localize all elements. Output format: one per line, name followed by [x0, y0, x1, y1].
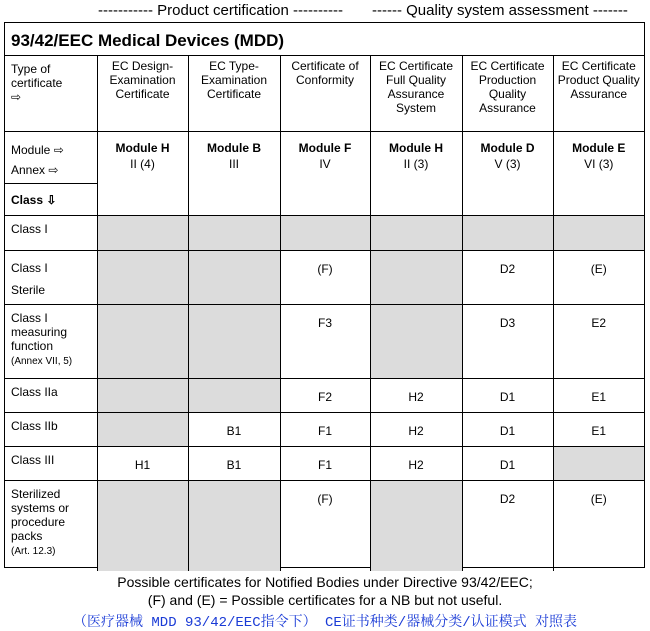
- certificate-cell: [188, 480, 280, 571]
- certificate-cell: F2: [280, 378, 370, 412]
- class-name: Class I: [11, 260, 48, 275]
- certificate-cell: D2: [462, 480, 553, 571]
- class-name: Class IIa: [11, 384, 58, 399]
- module-label: Module ⇨: [11, 142, 64, 157]
- header-cell: EC Certificate Full Quality Assurance System: [370, 56, 462, 131]
- certificate-cell: D3: [462, 304, 553, 378]
- certificate-cell: (E): [553, 480, 644, 571]
- certificate-cell: [97, 215, 188, 250]
- header-cell: EC Type-Examination Certificate: [188, 56, 280, 131]
- certificate-cell: H2: [370, 378, 462, 412]
- certificate-cell: (F): [280, 250, 370, 304]
- class-heading: Class ⇩: [5, 183, 97, 215]
- certificate-cell: [188, 378, 280, 412]
- module-cell: [370, 131, 462, 215]
- class-name: Class IIb: [11, 418, 58, 433]
- module-cell: [188, 131, 280, 215]
- table-title: 93/42/EEC Medical Devices (MDD): [5, 23, 644, 56]
- certificate-cell: H2: [370, 446, 462, 480]
- module-name: Module F: [298, 140, 352, 155]
- class-reference: (Art. 12.3): [11, 545, 56, 557]
- certificate-cell: (E): [553, 250, 644, 304]
- class-name: Class I measuring function: [11, 310, 68, 353]
- certification-grid: [5, 56, 644, 571]
- certificate-cell: E2: [553, 304, 644, 378]
- class-name: Sterilized systems or procedure packs: [11, 486, 70, 543]
- certificate-cell: D1: [462, 446, 553, 480]
- footnote-line-1: Possible certificates for Notified Bodies under Directive 93/42/EEC;: [117, 574, 533, 590]
- certificate-cell: [553, 215, 644, 250]
- top-banner: [0, 2, 650, 20]
- certificate-cell: [188, 215, 280, 250]
- certificate-cell: D2: [462, 250, 553, 304]
- module-name: Module E: [572, 140, 626, 155]
- certificate-cell: [462, 215, 553, 250]
- certificate-cell: [370, 304, 462, 378]
- certificate-cell: [370, 215, 462, 250]
- class-row: [5, 215, 644, 250]
- certificate-cell: [97, 412, 188, 446]
- class-name: Class I: [11, 221, 48, 236]
- annex-value: IV: [319, 156, 331, 171]
- module-name: Module H: [115, 140, 170, 155]
- quality-assessment-label: ------ Quality system assessment -------: [372, 2, 628, 19]
- annex-value: V (3): [494, 156, 521, 171]
- certificate-cell: [97, 250, 188, 304]
- certificate-cell: (F): [280, 480, 370, 571]
- row-label: [5, 378, 97, 412]
- right-arrow-icon: ⇨: [11, 90, 22, 104]
- certificate-cell: [370, 480, 462, 571]
- annex-label: Annex ⇨: [11, 162, 59, 177]
- class-name: Class III: [11, 452, 55, 467]
- header-cell: Certificate of Conformity: [280, 56, 370, 131]
- module-annex-label: [5, 131, 97, 183]
- type-of-certificate-label: [5, 56, 97, 131]
- class-row: [5, 480, 644, 571]
- row-label: [5, 250, 97, 304]
- class-subtitle: Sterile: [11, 282, 46, 297]
- certificate-cell: H1: [97, 446, 188, 480]
- certificate-cell: F1: [280, 412, 370, 446]
- certificate-cell: [97, 480, 188, 571]
- annex-value: II (4): [130, 156, 155, 171]
- certificate-cell: E1: [553, 378, 644, 412]
- class-row: [5, 250, 644, 304]
- annex-value: III: [228, 156, 239, 171]
- class-row: [5, 378, 644, 412]
- module-row: [5, 131, 644, 183]
- certificate-cell: D1: [462, 412, 553, 446]
- module-name: Module H: [389, 140, 443, 155]
- row-label: [5, 304, 97, 378]
- module-cell: [462, 131, 553, 215]
- module-name: Module B: [207, 140, 261, 155]
- class-row: [5, 304, 644, 378]
- certificate-cell: E1: [553, 412, 644, 446]
- certificate-cell: [188, 304, 280, 378]
- chinese-caption: （医疗器械 MDD 93/42/EEC指令下） CE证书种类/器械分类/认证模式 对照表: [72, 615, 578, 631]
- certificate-cell: [97, 378, 188, 412]
- header-cell: EC Certificate Production Quality Assurance: [462, 56, 553, 131]
- row-label: [5, 480, 97, 571]
- module-name: Module D: [480, 140, 535, 155]
- certificate-cell: B1: [188, 446, 280, 480]
- footnote-line-2: (F) and (E) = Possible certificates for a NB but not useful.: [147, 592, 503, 608]
- module-cell: [97, 131, 188, 215]
- certificate-cell: [188, 250, 280, 304]
- row-label: [5, 446, 97, 480]
- class-row: [5, 412, 644, 446]
- header-cell: EC Certificate Product Quality Assurance: [553, 56, 644, 131]
- row-label: [5, 215, 97, 250]
- certificate-cell: [97, 304, 188, 378]
- annex-value: VI (3): [584, 156, 614, 171]
- certification-table-frame: [4, 22, 645, 568]
- annex-value: II (3): [403, 156, 429, 171]
- certificate-cell: [370, 250, 462, 304]
- header-cell: EC Design-Examination Certificate: [97, 56, 188, 131]
- header-row: [5, 56, 644, 131]
- row-label: [5, 412, 97, 446]
- module-cell: [553, 131, 644, 215]
- certificate-cell: B1: [188, 412, 280, 446]
- product-certification-label: ----------- Product certification ----------: [98, 2, 343, 19]
- class-row: [5, 446, 644, 480]
- certificate-cell: F3: [280, 304, 370, 378]
- type-label-text: Type of certificate: [11, 62, 63, 90]
- certificate-cell: D1: [462, 378, 553, 412]
- module-cell: [280, 131, 370, 215]
- class-reference: (Annex VII, 5): [11, 355, 73, 367]
- certificate-cell: H2: [370, 412, 462, 446]
- certificate-cell: [553, 446, 644, 480]
- certificate-cell: F1: [280, 446, 370, 480]
- certificate-cell: [280, 215, 370, 250]
